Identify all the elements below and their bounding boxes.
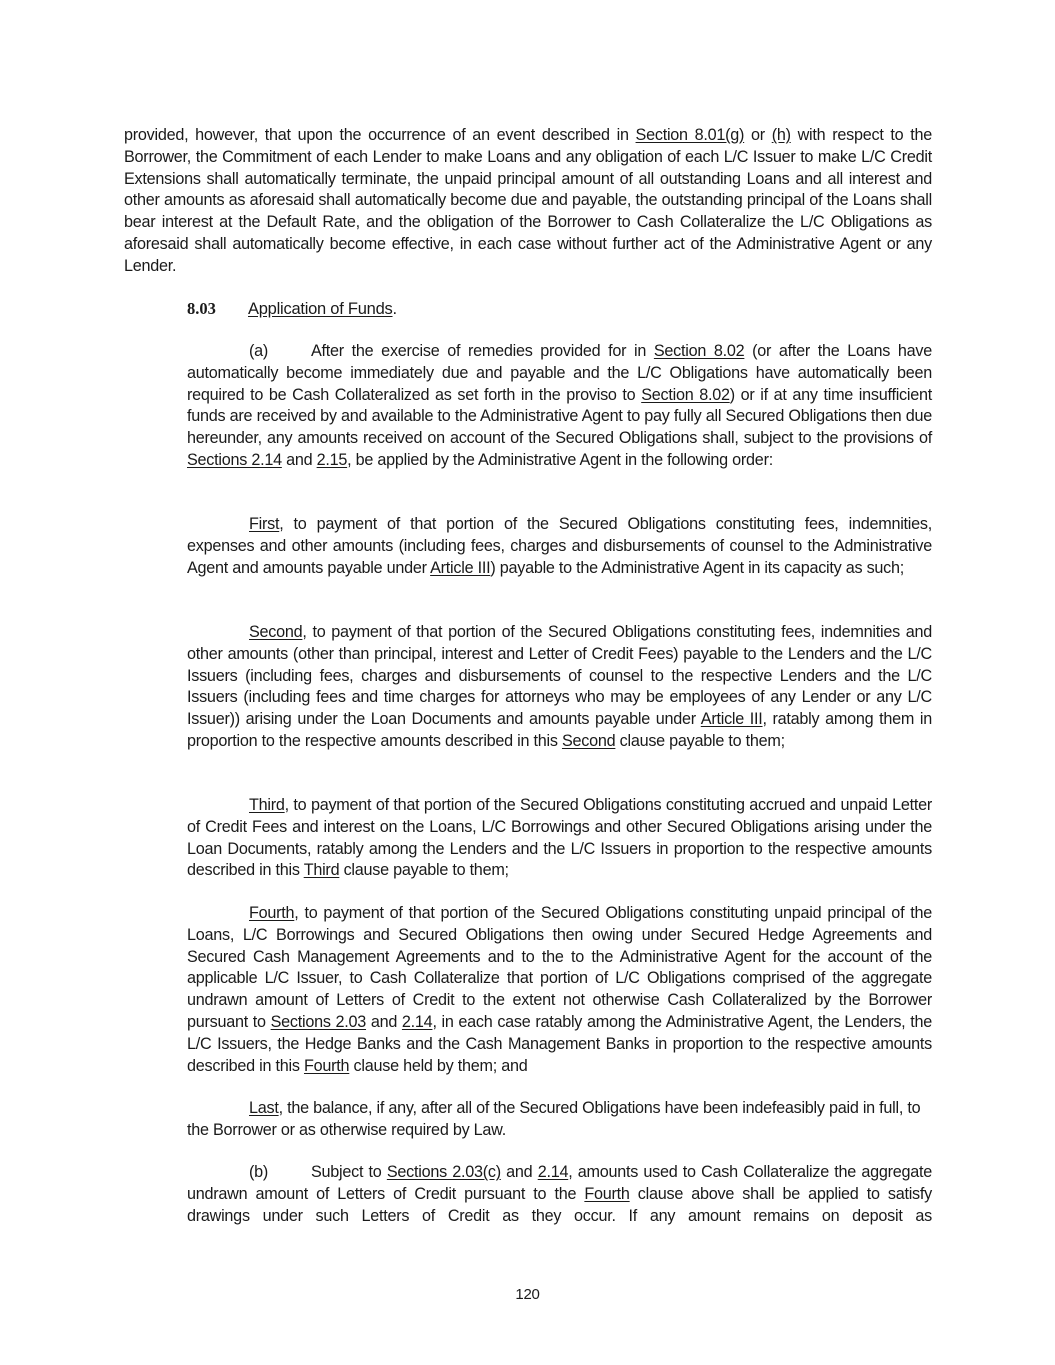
section-reference-link[interactable]: Sections 2.14 — [187, 450, 282, 469]
section-reference-link[interactable]: Section 8.02 — [653, 342, 745, 360]
section-reference-link[interactable]: 2.15 — [316, 450, 348, 469]
text: clause held by them; and — [349, 1056, 528, 1075]
section-reference-link[interactable]: Sections 2.03 — [270, 1012, 367, 1031]
text: , the balance, if any, after all of the Secured Obligations have been indefeasibly paid in full, to the Borrower or as otherwise required by Law. — [187, 1099, 921, 1139]
clause-first — [187, 514, 932, 579]
section-reference-link[interactable]: (h) — [771, 126, 791, 144]
section-reference-link[interactable]: Section 8.02 — [641, 385, 730, 404]
clause-term-reference: Second — [561, 731, 616, 750]
page-number: 120 — [515, 1286, 540, 1303]
section-reference-link[interactable]: 2.14 — [537, 1163, 569, 1181]
article-reference-link[interactable]: Article III — [430, 558, 491, 577]
text: , ratably among them in proportion to the respective amounts described in this — [187, 710, 932, 750]
text: After the exercise of remedies provided for in — [311, 342, 654, 360]
intro-paragraph — [124, 125, 932, 278]
clause-term-reference: Fourth — [584, 1184, 630, 1203]
text: and — [500, 1163, 538, 1181]
paragraph-label: (a) — [249, 342, 269, 360]
clause-last — [187, 1098, 932, 1142]
text: , in each case ratably among the Administrative Agent, the Lenders, the L/C Issuers, the Hedge Banks and the Cash Management Banks in proportion to the respective amounts described in this — [187, 1012, 932, 1075]
clause-fourth — [187, 903, 932, 1077]
text: and — [281, 450, 317, 469]
clause-term: Third — [249, 796, 285, 814]
clause-term-reference: Third — [303, 861, 340, 880]
section-title-suffix: . — [392, 300, 397, 318]
text: , amounts used to Cash Collateralize the aggregate undrawn amount of Letters of Credit pursuant to the — [187, 1163, 932, 1203]
text: (or after the Loans have automatically become immediately due and payable and the L/C Obligations have automatically been required to be Cash Collateralized as set forth in the proviso to — [187, 342, 933, 404]
clause-term: Fourth — [249, 904, 295, 922]
text: or — [744, 126, 772, 144]
section-reference-link[interactable]: Sections 2.03(c) — [386, 1163, 501, 1181]
section-number: 8.03 — [187, 299, 216, 318]
text: , to payment of that portion of the Secured Obligations constituting accrued and unpaid Letter of Credit Fees and interest on the Loans, L/C Borrowings and other Secured Obligations arising under the Loan Documents, ratably among the Lenders and the L/C Issuers in proportion to the respective amounts described in this — [187, 796, 932, 880]
text: and — [366, 1012, 402, 1031]
text: ) payable to the Administrative Agent in its capacity as such; — [490, 558, 905, 577]
section-reference-link[interactable]: Section 8.01(g) — [635, 126, 745, 144]
paragraph-a — [187, 341, 932, 472]
clause-second — [187, 622, 932, 753]
text: clause payable to them; — [615, 731, 785, 750]
text: , to payment of that portion of the Secured Obligations constituting fees, indemnities and other amounts (other than principal, interest and Letter of Credit Fees) payable to the Lenders and the L/C Issuers (including fees, charges and disbursements of counsel to the respective Lenders and the L/C Issuers (including fees and time charges for attorneys who may be employees of any Lender or any L/C Issuer)) arising under the Loan Documents and amounts payable under — [187, 623, 932, 729]
text: clause payable to them; — [339, 861, 509, 880]
text: ) or if at any time insufficient funds are received by and available to the Administrative Agent to pay fully all Secured Obligations then due hereunder, any amounts received on account of the Secured Obligations shall, subject to the provisions of — [187, 385, 932, 448]
section-reference-link[interactable]: 2.14 — [401, 1012, 433, 1031]
text: with respect to the Borrower, the Commitment of each Lender to make Loans and any obligation of each L/C Issuer to make L/C Credit Extensions shall automatically terminate, the unpaid principal amount of all outstanding Loans and all interest and other amounts as aforesaid shall automatically become due and payable, the outstanding principal of the Loans shall bear interest at the Default Rate, and the obligation of the Borrower to Cash Collateralize the L/C Obligations as aforesaid shall automatically become effective, in each case without further act of the Administrative Agent or any Lender. — [124, 126, 932, 275]
section-heading — [187, 298, 887, 321]
clause-third — [187, 795, 932, 882]
text: , to payment of that portion of the Secured Obligations constituting fees, indemnities, expenses and other amounts (including fees, charges and disbursements of counsel to the Administrative Agent and amounts payable under — [187, 515, 932, 577]
clause-term: Last — [249, 1099, 279, 1117]
text: provided, however, that upon the occurrence of an event described in — [124, 126, 636, 144]
paragraph-b — [187, 1162, 932, 1227]
text: , be applied by the Administrative Agent in the following order: — [347, 450, 773, 469]
text: Subject to — [311, 1163, 387, 1181]
clause-term-reference: Fourth — [303, 1056, 350, 1075]
section-title: Application of Funds — [248, 300, 393, 318]
text: clause above shall be applied to satisfy drawings under such Letters of Credit as they occur. If any amount remains on deposit as — [187, 1184, 932, 1225]
clause-term: Second — [249, 623, 303, 641]
paragraph-label: (b) — [249, 1163, 269, 1181]
text: , to payment of that portion of the Secured Obligations constituting unpaid principal of the Loans, L/C Borrowings and Secured Obligations then owing under Secured Hedge Agreements and Secured Cash Management Agreements and to the to the Administrative Agent for the account of the applicable L/C Issuer, to Cash Collateralize that portion of L/C Obligations comprised of the aggregate undrawn amount of Letters of Credit to the extent not otherwise Cash Collateralized by the Borrower pursuant to — [187, 904, 932, 1031]
article-reference-link[interactable]: Article III — [700, 710, 763, 729]
clause-term: First — [249, 515, 280, 533]
